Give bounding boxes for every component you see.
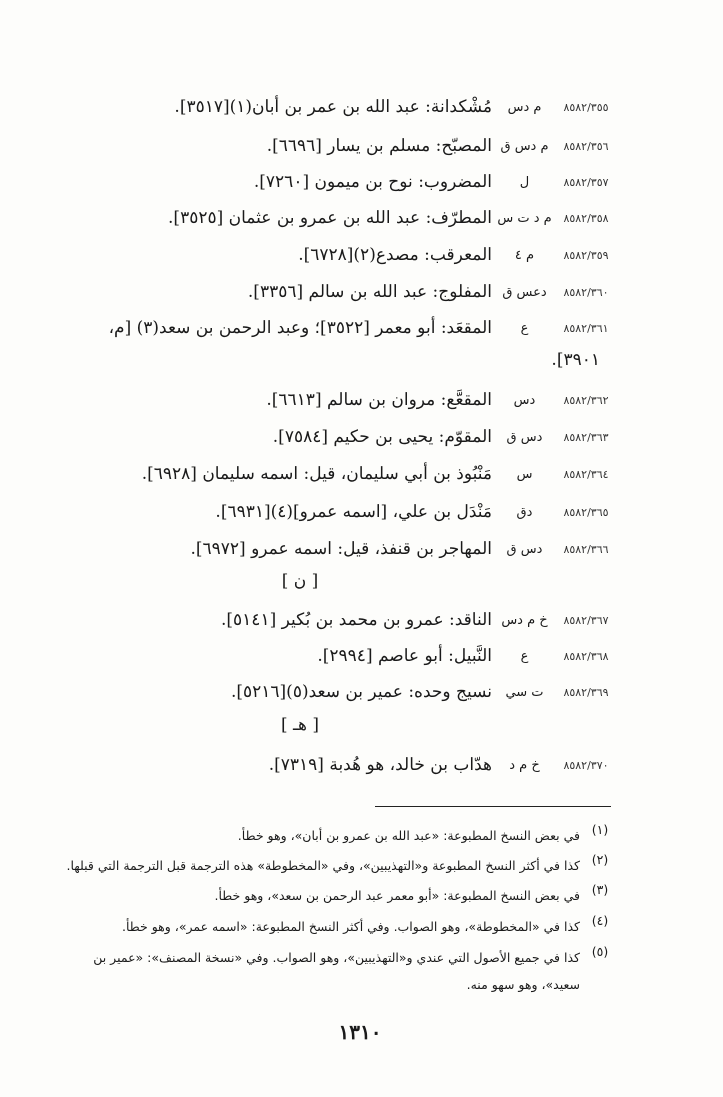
entry-text: الناقد: عمرو بن محمد بن بُكير [٥١٤١]. — [221, 610, 492, 630]
footnote-line: كذا في جميع الأصول التي عندي و«التهذيبين»، وهو الصواب. وفي «نسخة المصنف»: «عمير بن — [93, 950, 580, 965]
entry-codes: ع — [520, 320, 529, 336]
page-number: ١٣١٠ — [338, 1020, 382, 1044]
entry-row — [30, 534, 615, 564]
entry-text: المقعَّع: مروان بن سالم [٦٦١٣]. — [266, 390, 492, 410]
entry-codes: دس ق — [506, 541, 543, 557]
entry-codes: م د ت س — [497, 210, 552, 226]
entry-row — [30, 459, 615, 489]
entry-number: ٨٥٨٢/٣٦٩ — [563, 685, 609, 699]
entry-row — [30, 240, 615, 270]
section-heading: [ ن ] — [281, 571, 319, 591]
entry-row — [30, 641, 615, 671]
entry-codes: دس — [513, 392, 536, 408]
footnote — [40, 944, 620, 998]
footnote-text: كذا في أكثر النسخ المطبوعة و«التهذيبين»، وفي «المخطوطة» هذه الترجمة قبل الترجمة التي قبلها. — [66, 858, 580, 873]
entry-number: ٨٥٨٢/٣٦٢ — [563, 393, 609, 407]
entry-text: النَّبيل: أبو عاصم [٢٩٩٤]. — [317, 646, 492, 666]
entry-number: ٨٥٨٢/٣٦٣ — [563, 430, 609, 444]
entry-text: المقعَد: أبو معمر [٣٥٢٢]؛ وعبد الرحمن بن سعد(٣) [م، — [108, 318, 492, 338]
footnote-number: (٤) — [591, 913, 609, 928]
entry-text: نسيج وحده: عمير بن سعد(٥)[٥٢١٦]. — [230, 682, 492, 702]
entry-text: مُشْكدانة: عبد الله بن عمر بن أبان(١)[٣٥١٧]. — [174, 97, 492, 117]
entry-row — [30, 277, 615, 307]
entry-codes: م دس — [507, 99, 542, 115]
entry-text: المهاجر بن قنفذ، قيل: اسمه عمرو [٦٩٧٢]. — [190, 539, 492, 559]
entry-row — [30, 167, 615, 197]
entry-row — [30, 131, 615, 161]
entry-codes: ل — [519, 174, 530, 190]
entry-number: ٨٥٨٢/٣٧٠ — [563, 758, 609, 772]
entry-codes: خ م دس — [501, 612, 548, 628]
entry-row — [30, 422, 615, 452]
footnote-text: في بعض النسخ المطبوعة: «عبد الله بن عمرو بن أبان»، وهو خطأ. — [237, 828, 580, 843]
entry-row — [30, 677, 615, 707]
footnote-number: (١) — [591, 822, 609, 837]
entry-codes: دعس ق — [502, 284, 547, 300]
entry-row — [30, 385, 615, 415]
entry-number: ٨٥٨٢/٣٦٤ — [563, 467, 609, 481]
entry-text: المطرّف: عبد الله بن عمرو بن عثمان [٣٥٢٥]. — [168, 208, 492, 228]
entry-text: المقوّم: يحيى بن حكيم [٧٥٨٤]. — [272, 427, 492, 447]
entry-number: ٨٥٨٢/٣٦٦ — [563, 542, 609, 556]
footnote-number: (٥) — [591, 944, 609, 959]
entry-codes: م ٤ — [514, 247, 535, 263]
footnote-number: (٢) — [591, 852, 609, 867]
entry-codes: خ م د — [509, 757, 540, 773]
entry-number: ٨٥٨٢/٣٥٦ — [563, 139, 609, 153]
footnote — [40, 852, 620, 879]
entry-number: ٨٥٨٢/٣٦٨ — [563, 649, 609, 663]
footnote-text: كذا في «المخطوطة»، وهو الصواب. وفي أكثر النسخ المطبوعة: «اسمه عمر»، وهو خطأ. — [121, 919, 580, 934]
footnote-divider — [375, 806, 611, 807]
footnote-number: (٣) — [591, 882, 609, 897]
footnote-text — [40, 944, 580, 998]
entry-codes: دق — [516, 504, 533, 520]
entry-row — [30, 203, 615, 233]
entry-row — [30, 750, 615, 780]
entry-text: مَنْبُوذ بن أبي سليمان، قيل: اسمه سليمان [٦٩٢٨]. — [141, 464, 492, 484]
entry-number: ٨٥٨٢/٣٦٠ — [563, 285, 609, 299]
entry-text: مَنْدَل بن علي، [اسمه عمرو](٤)[٦٩٣١]. — [215, 502, 492, 522]
entry-codes: ع — [520, 648, 529, 664]
entry-number: ٨٥٨٢/٣٦٧ — [563, 613, 609, 627]
entry-row — [30, 497, 615, 527]
entry-number: ٨٥٨٢/٣٦٥ — [563, 505, 609, 519]
entry-text: المضروب: نوح بن ميمون [٧٢٦٠]. — [253, 172, 492, 192]
entry-number: ٨٥٨٢/٣٦١ — [563, 321, 609, 335]
entry-row — [30, 605, 615, 635]
section-heading: [ هـ ] — [280, 715, 320, 735]
entry-number: ٨٥٨٢/٣٥٨ — [563, 211, 609, 225]
entry-row — [30, 313, 615, 343]
entry-text: المفلوج: عبد الله بن سالم [٣٣٥٦]. — [247, 282, 492, 302]
entry-number: ٨٥٨٢/٣٥٩ — [563, 248, 609, 262]
entry-text: المصبّح: مسلم بن يسار [٦٦٩٦]. — [266, 136, 492, 156]
entry-number: ٨٥٨٢/٣٥٧ — [563, 175, 609, 189]
footnote — [40, 822, 620, 849]
entry-continuation: ٣٩٠١]. — [551, 350, 600, 370]
entry-codes: م دس ق — [500, 138, 549, 154]
entry-codes: دس ق — [506, 429, 543, 445]
entry-text: هدّاب بن خالد، هو هُدبة [٧٣١٩]. — [268, 755, 492, 775]
entry-codes: س — [516, 466, 533, 482]
entry-text: المعرقب: مصدع(٢)[٦٧٢٨]. — [298, 245, 492, 265]
entry-codes: ت سي — [505, 684, 544, 700]
entry-number: ٨٥٨٢/٣٥٥ — [563, 100, 609, 114]
footnote — [40, 913, 620, 940]
footnote — [40, 882, 620, 909]
footnote-text: في بعض النسخ المطبوعة: «أبو معمر عبد الرحمن بن سعد»، وهو خطأ. — [214, 888, 580, 903]
entry-row — [30, 92, 615, 122]
footnote-line: سعيد»، وهو سهو منه. — [466, 977, 580, 992]
